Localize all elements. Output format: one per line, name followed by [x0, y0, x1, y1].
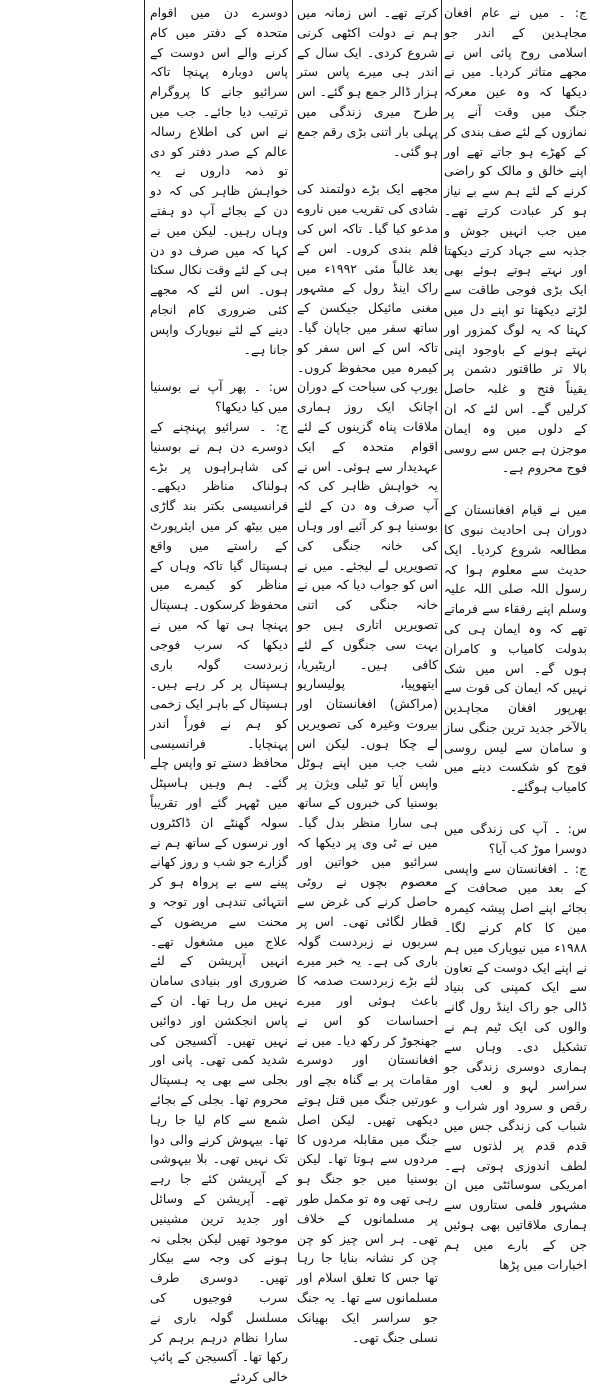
answer-hospital-scenes: ج: ۔ سرائیو پہنچنے کے دوسرے دن ہم نے بوسنیا کی شاہراہوں پر بڑے ہولناک مناظر دیکھے۔ فرانسیسی بکتر بند گاڑی میں بیٹھ کر میں ایئرپورٹ کے راستے میں واقع ہسپتال گیا تاکہ وہاں کے مناظر کو کیمرے میں محفوظ کرسکوں۔ ہسپتال پہنچا ہی تھا کہ میں نے دیکھا کہ سرب فوجی زبردست گولہ باری ہسپتال پر کر رہے ہیں۔ ہسپتال کے باہر ایک زخمی کو ہم نے فوراً اندر پہنچایا۔ فرانسیسی محافظ دستے تو واپس چلے گئے۔ ہم وہیں ہاسپٹل میں ٹھہر گئے اور تقریباً سولہ گھنٹے ان ڈاکٹروں اور نرسوں کے ساتھ ہم نے گزارے جو شب و روز کھانے پینے سے بے پرواہ ہو کر انتہائی تندہی اور توجہ و محنت سے مریضوں کے علاج میں مشغول تھے۔ انہیں آپریشن کے لئے ضروری اور بنیادی سامان نہیں مل رہا تھا۔ ان کے پاس انجکشن اور دوائیں نہیں تھیں۔ آکسیجن کی شدید کمی تھی۔ پانی اور بجلی سے بھی یہ ہسپتال محروم تھا۔ بجلی کے بجائے شمع سے کام لیا جا رہا تھا۔ بیہوش کرنے والی دوا تک نہیں تھی۔ بلا بیہوشی کے آپریشن کئے جا رہے تھے۔ آپریشن کے وسائل اور جدید ترین مشینیں موجود تھیں لیکن بجلی نہ ہونے کی وجہ سے بیکار تھیں۔ دوسری طرف سرب فوجیوں کی مسلسل گولہ باری نے سارا نظام درہم برہم کر رکھا تھا۔ آکسیجن کے پائپ خالی کردئے [150, 418, 288, 1385]
answer-new-york-company: ج: ۔ افغانستان سے واپسی کے بعد میں صحافت کے بجائے اپنے اصل پیشہ کیمرہ مین کا کام کرنے لگا۔ ۱۹۸۸ء میں نیویارک میں ہم نے اپنے ایک دوست کے تعاون سے ایک کمپنی کی بنیاد ڈالی جو راک اینڈ رول گانے والوں کی ایک ٹیم ہم نے تشکیل دی۔ وہاں سے ہماری دوسری زندگی جو سراسر لہو و لعب اور رقص و سرود اور شراب و شباب کی زندگی جس میں قدم قدم پر لذتوں سے لطف اندوزی ہوتی ہے۔ امریکی سوسائٹی میں ان مشہور فلمی ستاروں سے ہماری ملاقاتیں بھی ہوئیں جن کے بارے میں ہم اخبارات میں پڑھا [444, 860, 587, 1272]
column-rule [144, 0, 145, 759]
paragraph-hadith-study: میں نے قیام افغانستان کے دوران ہی احادیث نبوی کا مطالعہ شروع کردیا۔ ایک حدیث سے معلوم ہوا کہ رسول اللہ صلی اللہ علیہ وسلم اپنے رفقاء سے فرماتے تھے کہ وہ ایمان ہی کی بدولت کامیاب و کامران ہوں گے۔ اس میں شک نہیں کہ ایمان کی قوت سے بھرپور افغان مجاہدین بالآخر جدید ترین جنگی ساز و سامان سے لیس روسی فوج کو شکست دینے میں کامیاب ہوگئے۔ [444, 502, 587, 795]
text-column-1 [444, 3, 587, 1272]
text-column-4 [2, 3, 140, 756]
question-second-turn: س: ۔ آپ کی زندگی میں دوسرا موڑ کب آیا؟ [444, 821, 587, 856]
answer-afghan-mujahideen: ج: ۔ میں نے عام افغان مجاہدین کے اندر جو اسلامی روح پائی اس نے مجھے متاثر کردیا۔ میں نے دیکھا کہ وہ عین معرکہ جنگ میں وقت آنے پر نمازوں کے لئے صف بندی کر کے کھڑے ہو جاتے تھے اور اپنے خالق و مالک کو راضی کرنے کے لئے ہم سے بے نیاز ہو کر عبادت کرتے تھے۔ میں جب انہیں جوش و جذبہ سے جہاد کرتے دیکھتا اور نہتے ہوتے ہوئے بھی ایک بڑی فوجی طاقت سے لڑتے دیکھتا تو اپنے دل میں کہتا کہ یہ لوگ کمزور اور نہتے ہونے کے باوجود اپنی بالا تر طاقتور دشمن پر یقیناً فتح و غلبہ حاصل کرلیں گے۔ اس لئے کہ ان کے دلوں میں وہ ایمان موجزن ہے جس سے روسی فوج محروم ہے۔ [444, 5, 587, 476]
paragraph-sarajevo-plan: دوسرے دن میں اقوام متحدہ کے دفتر میں کام کرنے والے اس دوست کے پاس دوبارہ پہنچا تاکہ سرائیو جانے کا پروگرام ترتیب دیا جائے۔ جب میں نے اس کی اطلاع رسالہ عالم کے صدر دفتر کو دی تو ذمہ داروں نے یہ خواہش ظاہر کی کہ دو دن کے بجائے آپ دو ہفتے وہاں رہیں۔ لیکن میں نے کہا کہ میں صرف دو دن ہی کے لئے وقت نکال سکتا ہوں۔ اس لئے کہ مجھے کئی ضروری کام انجام دینے کے لئے نیویارک واپس جانا ہے۔ [150, 5, 288, 357]
text-column-3 [150, 3, 288, 1385]
column-rule [441, 0, 442, 759]
paragraph-earning-money: کرتے تھے۔ اس زمانہ میں ہم نے دولت اکٹھی کرنی شروع کردی۔ ایک سال کے اندر ہی میرے پاس ستر ہزار ڈالر جمع ہو گئے۔ اس طرح میری زندگی میں پہلی بار اتنی بڑی رقم جمع ہو گئی۔ [297, 5, 438, 159]
question-what-seen-bosnia: س: ۔ پھر آپ نے بوسنیا میں کیا دیکھا؟ [150, 379, 288, 415]
text-column-2 [297, 3, 438, 1345]
column-rule [292, 0, 293, 759]
paragraph-bosnia-news: مجھے ایک بڑے دولتمند کی شادی کی تقریب میں ناروے مدعو کیا گیا۔ تاکہ اس کی فلم بندی کروں۔ اس کے بعد غالباً مئی ۱۹۹۲ء میں راک اینڈ رول کے مشہور مغنی مائیکل جیکسن کے ساتھ سفر میں جاپان گیا۔ تاکہ اس کے اس سفر کو کیمرہ میں محفوظ کروں۔ یورپ کی سیاحت کے دوران اچانک ایک روز ہماری ملاقات پناہ گزینوں کے لئے اقوام متحدہ کے ایک عہدیدار سے ہوئی۔ اس نے یہ خواہش ظاہر کی کہ آپ صرف وہ دن کے لئے بوسنیا ہو کر آئیے اور وہاں کی خانہ جنگی کی تصویریں لے لیجئے۔ میں نے اس کو جواب دیا کہ میں نے خانہ جنگی کی اتنی تصویریں اتاری ہیں جو بہت سی جنگوں کے لئے کافی ہیں۔ اریٹیریا، ایتھوپیا، پولیساریو (مراکش) افغانستان اور بیروت وغیرہ کی تصویریں لے چکا ہوں۔ لیکن اس شب جب میں اپنے ہوٹل واپس آیا تو ٹیلی ویژن پر بوسنیا کی خبروں کے ساتھ ہی سارا منظر بدل گیا۔ میں نے ٹی وی پر دیکھا کہ سرائیو میں خواتین اور معصوم بچوں نے روٹی حاصل کرنے کی غرض سے قطار لگائی تھی۔ اس پر سربوں نے زبردست گولہ باری کی ہے۔ یہ خبر میرے لئے بڑے زبردست صدمہ کا باعث ہوئی اور میرے احساسات کو اس نے جھنجوڑ کر رکھ دیا۔ میں نے افغانستان اور دوسرے مقامات پر بے گناہ بچے اور عورتیں جنگ میں قتل ہوتے دیکھی تھیں۔ لیکن اصل جنگ میں مقابلہ مردوں کا مردوں سے ہوتا تھا۔ لیکن بوسنیا میں جو جنگ ہو رہی تھی وہ تو مکمل طور پر مسلمانوں کے خلاف تھی۔ ہر اس چیز کو چن چن کر نشانہ بنایا جا رہا تھا جس کا تعلق اسلام اور مسلمانوں سے تھا۔ یہ جنگ جو سراسر ایک بھیانک نسلی جنگ تھی۔ [297, 181, 438, 1345]
